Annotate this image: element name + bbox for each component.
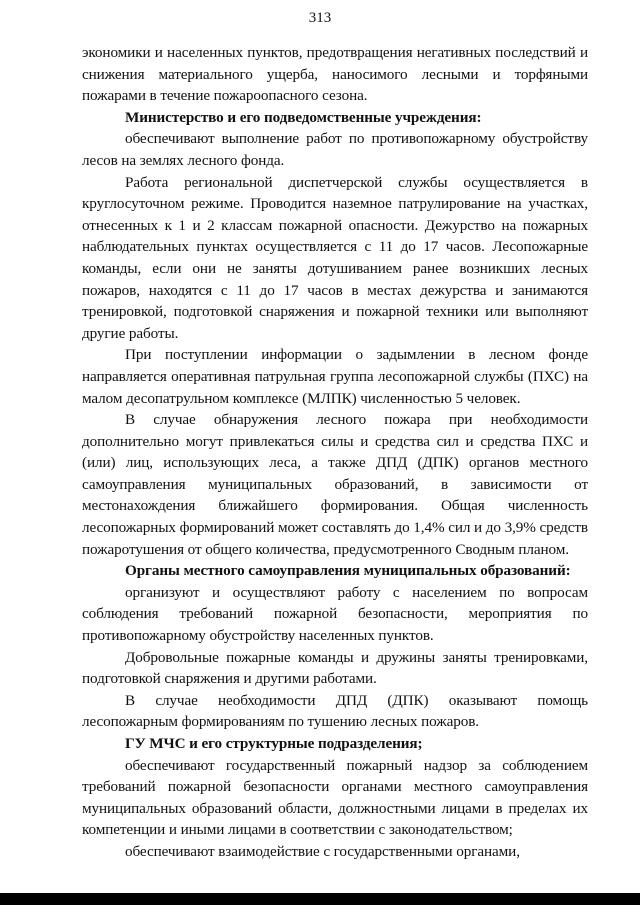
section-heading-local-government: Органы местного самоуправления муниципальных образований: bbox=[125, 562, 571, 580]
bottom-scan-border bbox=[0, 893, 640, 905]
section-heading-ministry: Министерство и его подведомственные учреждения: bbox=[125, 108, 482, 126]
paragraph-3: Работа региональной диспетчерской службы осуществляется в круглосуточном режиме. Проводится наземное патрулирование на участках, отнесенных к 1 и 2 классам пожарной опасности. Дежурство на пожарных наблюдательных пунктах осуществляется с 11 до 17 часов. Лесопожарные команды, если они не заняты дотушиванием ранее возникших лесных пожаров, находятся с 11 до 17 часов в местах дежурства и занимаются тренировкой, подготовкой снаряжения и пожарной техники или выполняют другие работы. bbox=[82, 173, 588, 342]
paragraph-5: В случае обнаружения лесного пожара при необходимости дополнительно могут привлекаться силы и средства сил и средства ПХС и (или) лиц, использующих леса, а также ДПД (ДПК) органов местного самоуправления муниципальных образований, в зависимости от местонахождения ближайшего формирования. Общая численность лесопожарных формирований может составлять до 1,4% сил и до 3,9% средств пожаротушения от общего количества, предусмотренного Сводным планом. bbox=[82, 411, 588, 558]
paragraph-4: При поступлении информации о задымлении в лесном фонде направляется оперативная патрульная группа лесопожарной службы (ПХС) на малом десопатрульном комплексе (МЛПК) численностью 5 человек. bbox=[82, 346, 588, 407]
paragraph-1: экономики и населенных пунктов, предотвращения негативных последствий и снижения материального ущерба, наносимого лесными и торфяными пожарами в течение пожароопасного сезона. bbox=[82, 44, 588, 105]
paragraph-7: Добровольные пожарные команды и дружины заняты тренировками, подготовкой снаряжения и другими работами. bbox=[82, 648, 588, 688]
paragraph-10: обеспечивают взаимодействие с государственными органами, bbox=[125, 842, 520, 860]
paragraph-9: обеспечивают государственный пожарный надзор за соблюдением требований пожарной безопасности органами местного самоуправления муниципальных образований области, должностными лицами в пределах их компетенции и иными лицами в соответствии с законодательством; bbox=[82, 756, 588, 839]
document-body bbox=[82, 42, 588, 863]
paragraph-2: обеспечивают выполнение работ по противопожарному обустройству лесов на землях лесного фонда. bbox=[82, 130, 588, 169]
page-number: 313 bbox=[308, 10, 332, 26]
paragraph-8: В случае необходимости ДПД (ДПК) оказывают помощь лесопожарным формированиям по тушению лесных пожаров. bbox=[82, 691, 588, 731]
paragraph-6: организуют и осуществляют работу с населением по вопросам соблюдения требований пожарной безопасности, мероприятия по противопожарному обустройству населенных пунктов. bbox=[82, 583, 588, 645]
section-heading-emergency-ministry: ГУ МЧС и его структурные подразделения; bbox=[125, 735, 423, 752]
